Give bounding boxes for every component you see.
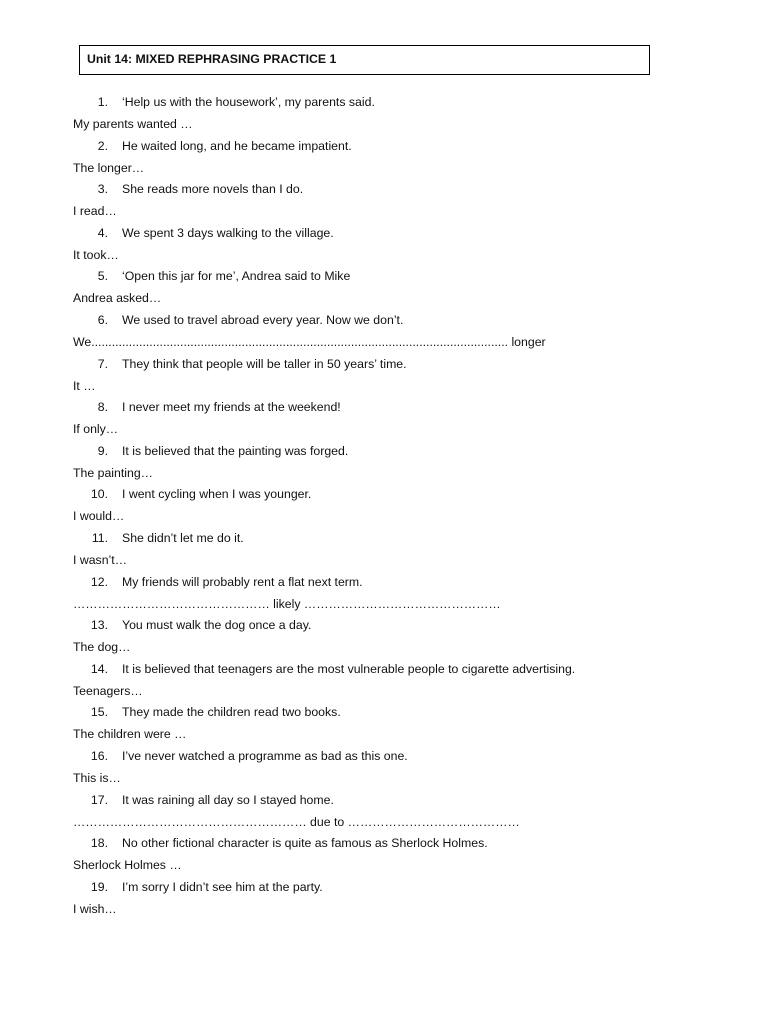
rephrase-start: ………………………………………………… due to …………………………………… — [73, 814, 520, 829]
exercise-item — [0, 310, 768, 354]
item-number: 1. — [97, 95, 108, 109]
rephrase-start: I would… — [73, 509, 125, 524]
exercise-item — [0, 223, 768, 267]
exercise-item — [0, 354, 768, 398]
item-number: 17. — [90, 792, 108, 807]
rephrase-start: The children were … — [73, 727, 187, 742]
item-number: 2. — [97, 138, 108, 153]
rephrase-start: It … — [73, 378, 96, 393]
item-number: 19. — [90, 879, 108, 894]
original-sentence: ‘Help us with the housework’, my parents said. — [122, 95, 375, 109]
rephrase-start: I read… — [73, 204, 117, 219]
original-sentence: They made the children read two books. — [122, 705, 341, 720]
rephrase-start: The painting… — [73, 465, 153, 480]
exercise-item — [0, 397, 768, 441]
exercise-item — [0, 266, 768, 310]
item-number: 8. — [97, 400, 108, 415]
original-sentence: She didn’t let me do it. — [122, 530, 244, 545]
exercise-item — [0, 92, 768, 136]
item-number: 3. — [97, 182, 108, 197]
original-sentence: He waited long, and he became impatient. — [122, 138, 352, 153]
item-number: 16. — [90, 748, 108, 763]
rephrase-start: I wish… — [73, 901, 117, 916]
exercise-item — [0, 528, 768, 572]
original-sentence: We spent 3 days walking to the village. — [122, 225, 334, 240]
rephrase-start: It took… — [73, 247, 119, 262]
exercise-item — [0, 833, 768, 877]
exercise-list — [0, 92, 768, 920]
rephrase-start: ………………………………………… likely ………………………………………… — [73, 596, 501, 611]
original-sentence: You must walk the dog once a day. — [122, 618, 312, 633]
original-sentence: It was raining all day so I stayed home. — [122, 792, 334, 807]
original-sentence: My friends will probably rent a flat next term. — [122, 574, 363, 589]
original-sentence: ‘Open this jar for me’, Andrea said to Mike — [122, 269, 351, 284]
item-number: 15. — [90, 705, 108, 720]
rephrase-start: Teenagers… — [73, 683, 143, 698]
original-sentence: I’m sorry I didn’t see him at the party. — [122, 879, 323, 894]
exercise-item — [0, 484, 768, 528]
original-sentence: I never meet my friends at the weekend! — [122, 400, 341, 415]
rephrase-start: Andrea asked… — [73, 291, 162, 306]
title-box — [79, 45, 650, 75]
original-sentence: It is believed that the painting was forged. — [122, 443, 349, 458]
rephrase-start: This is… — [73, 770, 121, 785]
original-sentence: She reads more novels than I do. — [122, 182, 304, 197]
rephrase-start: If only… — [73, 422, 119, 437]
item-number: 14. — [90, 661, 108, 676]
rephrase-start: The dog… — [73, 640, 131, 655]
rephrase-start: We.......................................................................................................................... longer — [73, 334, 546, 349]
item-number: 5. — [97, 269, 108, 284]
item-number: 13. — [90, 618, 108, 633]
original-sentence: I went cycling when I was younger. — [122, 487, 312, 502]
exercise-item — [0, 441, 768, 485]
original-sentence: We used to travel abroad every year. Now we don’t. — [122, 312, 404, 327]
original-sentence: They think that people will be taller in 50 years’ time. — [122, 356, 407, 371]
rephrase-start: The longer… — [73, 160, 145, 175]
original-sentence: No other fictional character is quite as famous as Sherlock Holmes. — [122, 836, 488, 851]
exercise-item — [0, 702, 768, 746]
item-number: 4. — [97, 225, 108, 240]
original-sentence: I’ve never watched a programme as bad as this one. — [122, 748, 408, 763]
exercise-item — [0, 179, 768, 223]
exercise-item — [0, 746, 768, 790]
item-number: 9. — [97, 443, 108, 458]
item-number: 10. — [90, 487, 108, 502]
rephrase-start: My parents wanted … — [73, 117, 193, 131]
rephrase-start: I wasn’t… — [73, 552, 127, 567]
page-title: Unit 14: MIXED REPHRASING PRACTICE 1 — [87, 52, 337, 66]
exercise-item — [0, 877, 768, 921]
exercise-item — [0, 790, 768, 834]
exercise-item — [0, 615, 768, 659]
item-number: 12. — [90, 574, 108, 589]
rephrase-start: Sherlock Holmes … — [73, 858, 182, 873]
item-number: 7. — [97, 356, 108, 371]
exercise-item — [0, 136, 768, 180]
item-number: 18. — [90, 836, 108, 851]
exercise-item — [0, 659, 768, 703]
exercise-item — [0, 572, 768, 616]
item-number: 6. — [97, 312, 108, 327]
item-number: 11. — [91, 530, 108, 545]
original-sentence: It is believed that teenagers are the most vulnerable people to cigarette advertising. — [122, 661, 576, 676]
